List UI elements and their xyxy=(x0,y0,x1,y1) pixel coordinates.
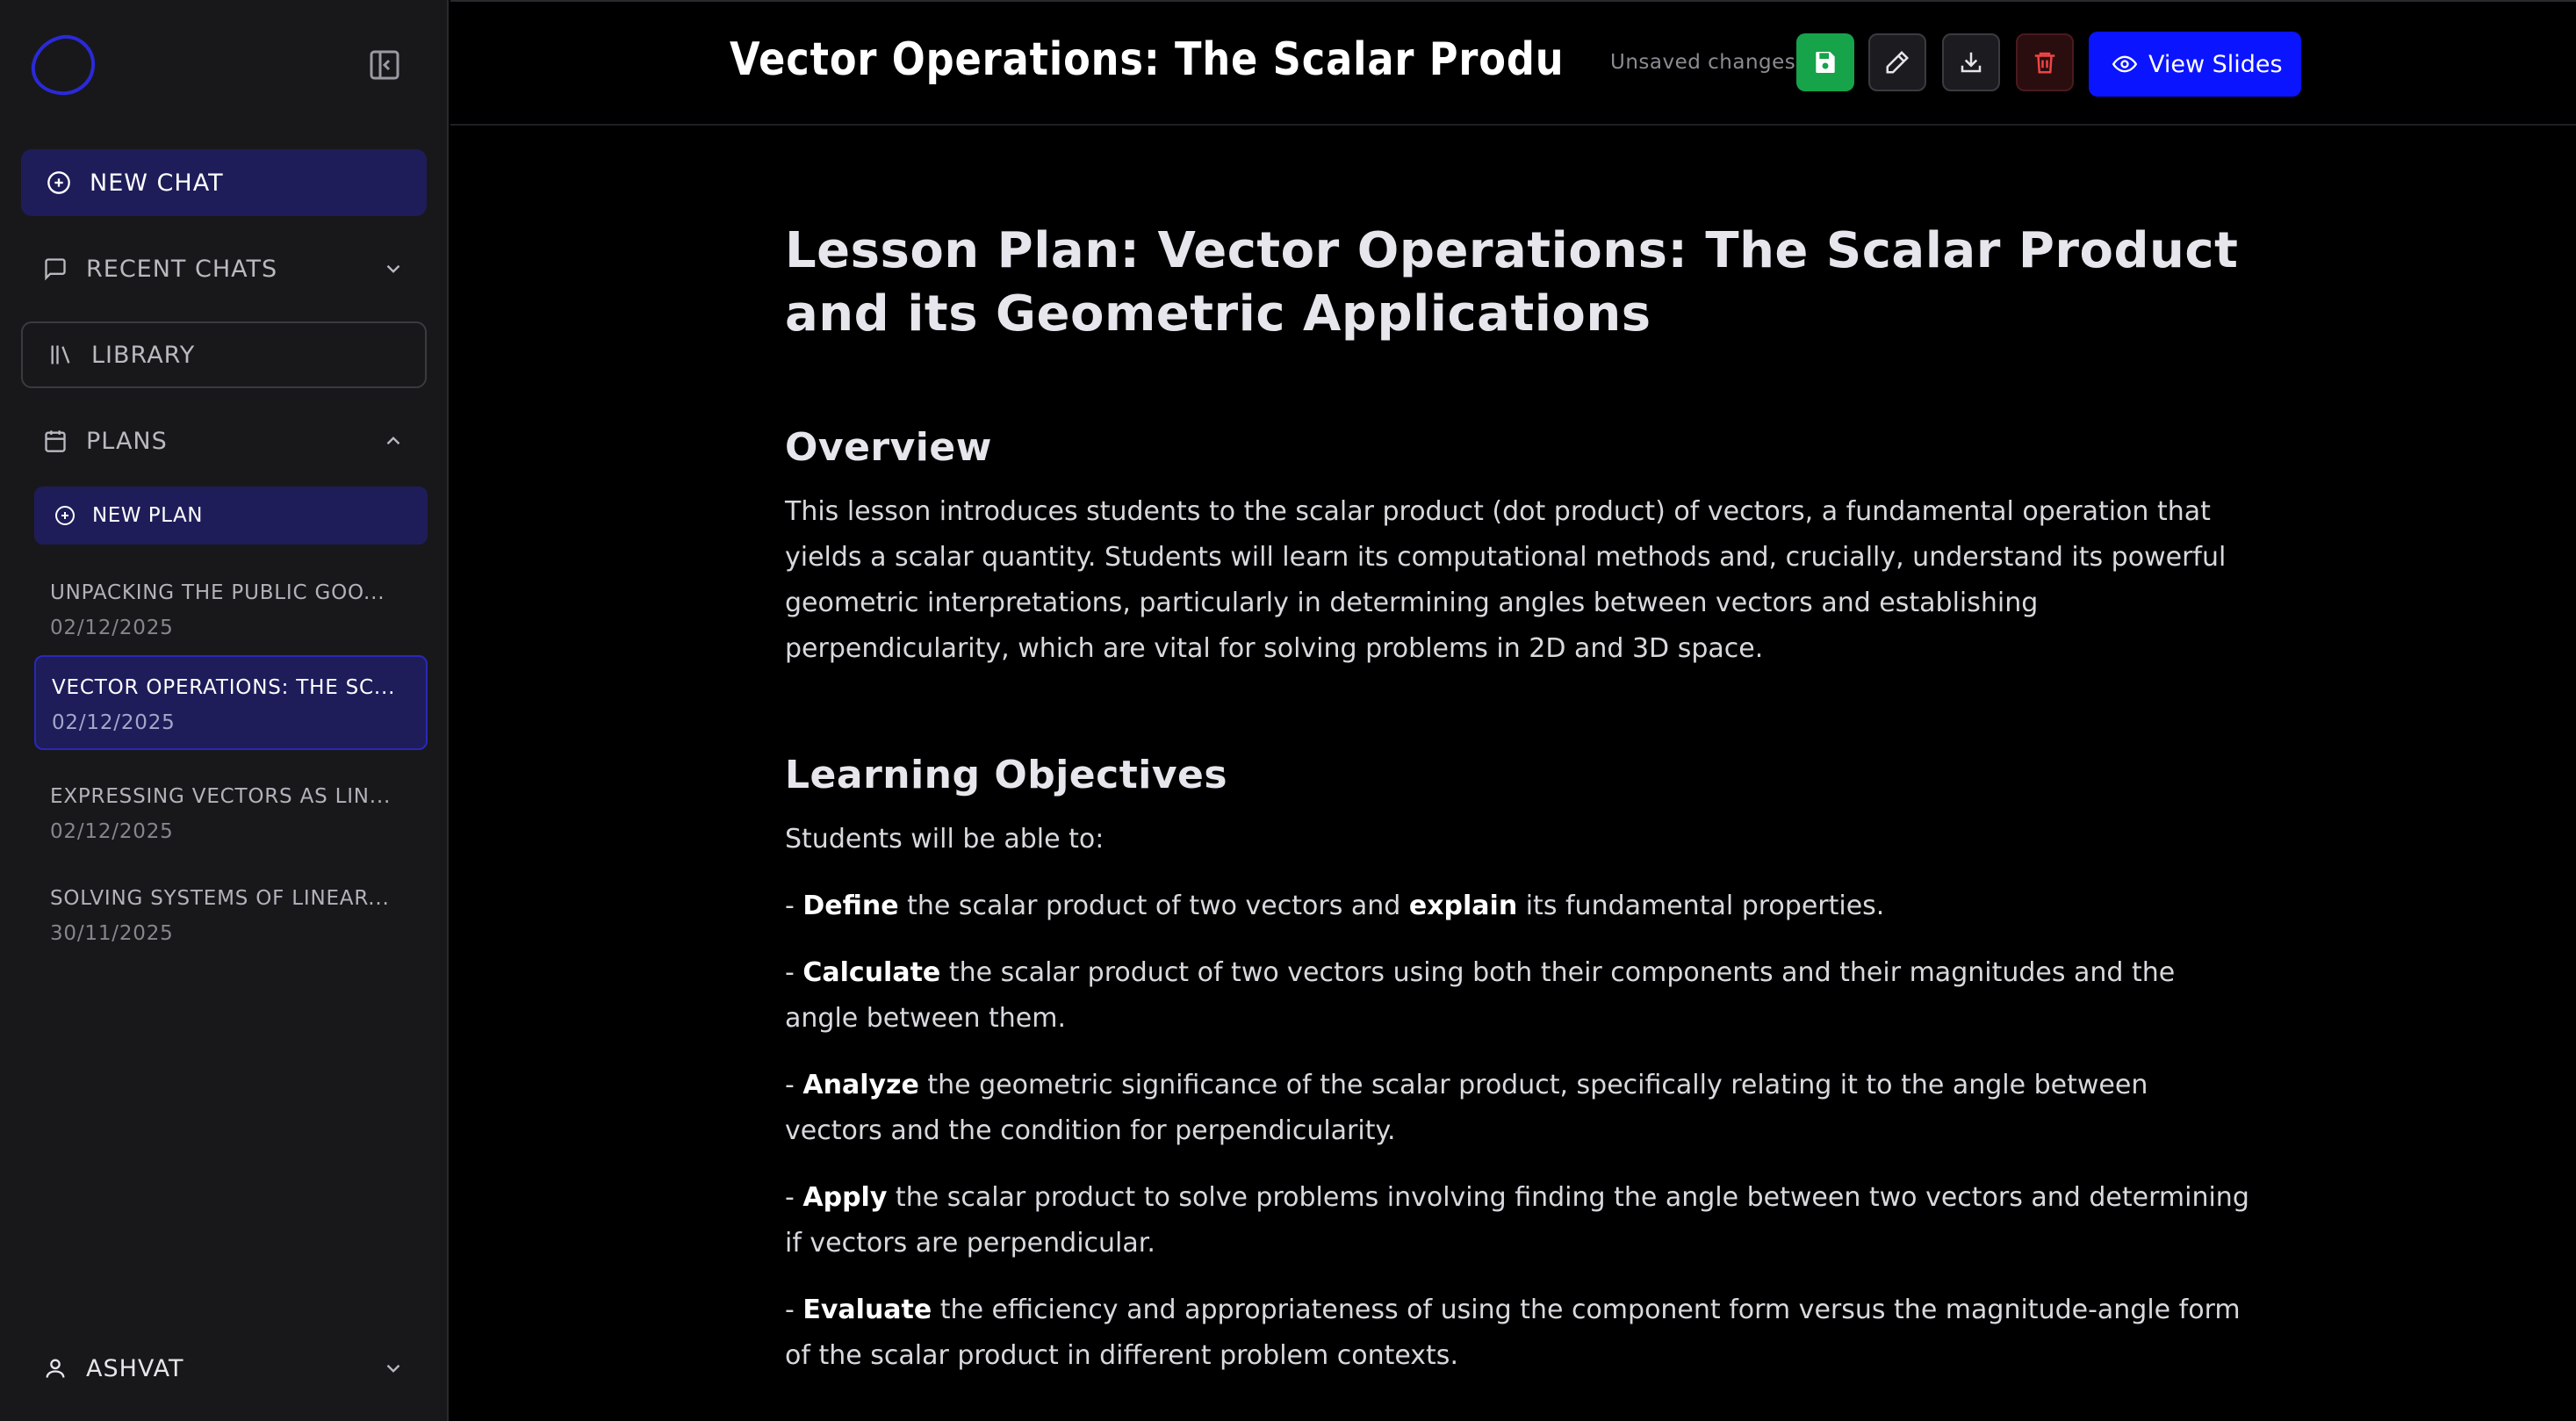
user-name: ASHVAT xyxy=(86,1354,184,1382)
library-label: LIBRARY xyxy=(91,341,196,369)
recent-chats-label: RECENT CHATS xyxy=(86,255,278,283)
plan-item[interactable] xyxy=(34,868,428,963)
new-plan-button[interactable] xyxy=(34,487,428,545)
plan-item-date: 02/12/2025 xyxy=(52,711,176,734)
plan-item[interactable] xyxy=(34,766,428,861)
lesson-plan-document xyxy=(785,220,2251,1379)
lesson-title: Lesson Plan: Vector Operations: The Scalar Product and its Geometric Applications xyxy=(785,222,2239,343)
trash-icon xyxy=(2032,49,2058,76)
chat-bubble-icon xyxy=(42,256,68,282)
plan-item-title: EXPRESSING VECTORS AS LIN... xyxy=(50,785,392,808)
new-plan-label: NEW PLAN xyxy=(92,504,203,527)
objective-item: - Calculate the scalar product of two vectors using both their components and their magnitudes and the angle between them. xyxy=(785,957,2176,1034)
new-chat-label: NEW CHAT xyxy=(90,169,224,197)
objective-item: - Analyze the geometric significance of the scalar product, specifically relating it to the angle between vectors and the condition for perpendicularity. xyxy=(785,1070,2148,1146)
objective-item: - Evaluate the efficiency and appropriateness of using the component form versus the magnitude-angle form of the scalar product in different problem contexts. xyxy=(785,1295,2241,1371)
chevron-up-icon xyxy=(381,429,406,453)
objectives-intro: Students will be able to: xyxy=(785,824,1105,855)
sidebar-collapse-button[interactable] xyxy=(363,44,406,86)
top-bar xyxy=(450,0,2576,126)
edit-button[interactable] xyxy=(1868,33,1926,91)
plan-item-date: 02/12/2025 xyxy=(50,820,174,843)
chevron-down-icon xyxy=(381,1356,406,1381)
view-slides-button[interactable] xyxy=(2089,32,2301,97)
plan-item-title: SOLVING SYSTEMS OF LINEAR... xyxy=(50,887,390,910)
view-slides-label: View Slides xyxy=(2148,50,2283,78)
plan-item-selected[interactable] xyxy=(34,655,428,750)
eye-icon xyxy=(2112,51,2138,77)
document-title-input[interactable]: Vector Operations: The Scalar Produ xyxy=(730,33,1565,86)
sidebar xyxy=(0,0,449,1421)
new-chat-button[interactable] xyxy=(21,149,427,216)
plan-item-title: UNPACKING THE PUBLIC GOO... xyxy=(50,581,385,604)
plans-toggle[interactable] xyxy=(21,415,427,467)
library-button[interactable] xyxy=(21,321,427,388)
objectives-heading: Learning Objectives xyxy=(785,753,1228,797)
plan-item-date: 30/11/2025 xyxy=(50,922,174,945)
plan-item[interactable] xyxy=(34,562,428,657)
objective-item: - Apply the scalar product to solve problems involving finding the angle between two vectors and determining if vectors are perpendicular. xyxy=(785,1182,2249,1259)
sidebar-collapse-icon xyxy=(367,47,402,83)
save-icon xyxy=(1811,48,1839,76)
pencil-icon xyxy=(1884,49,1910,76)
calendar-icon xyxy=(42,428,68,454)
recent-chats-toggle[interactable] xyxy=(21,242,427,295)
plans-label: PLANS xyxy=(86,427,168,455)
objective-item: - Define the scalar product of two vectors and explain its fundamental properties. xyxy=(785,891,1885,921)
plan-item-date: 02/12/2025 xyxy=(50,617,174,639)
chevron-down-icon xyxy=(381,256,406,281)
save-button[interactable] xyxy=(1796,33,1854,91)
download-icon xyxy=(1958,49,1984,76)
overview-text: This lesson introduces students to the scalar product (dot product) of vectors, a fundamental operation that yields a scalar quantity. Students will learn its computational methods and, crucially, understand its powerful geometric interpretations, particularly in determining angles between vectors and establishing perpendicularity, which are vital for solving problems in 2D and 3D space. xyxy=(785,496,2227,664)
download-button[interactable] xyxy=(1942,33,2000,91)
user-menu[interactable] xyxy=(21,1342,427,1395)
library-icon xyxy=(47,342,74,368)
user-icon xyxy=(42,1355,68,1381)
plus-circle-icon xyxy=(46,170,72,196)
plan-item-title: VECTOR OPERATIONS: THE SC... xyxy=(52,676,396,699)
app-logo[interactable] xyxy=(28,32,98,98)
unsaved-status: Unsaved changes xyxy=(1610,51,1796,74)
overview-heading: Overview xyxy=(785,425,992,470)
delete-button[interactable] xyxy=(2016,33,2074,91)
plus-circle-icon xyxy=(54,504,76,527)
